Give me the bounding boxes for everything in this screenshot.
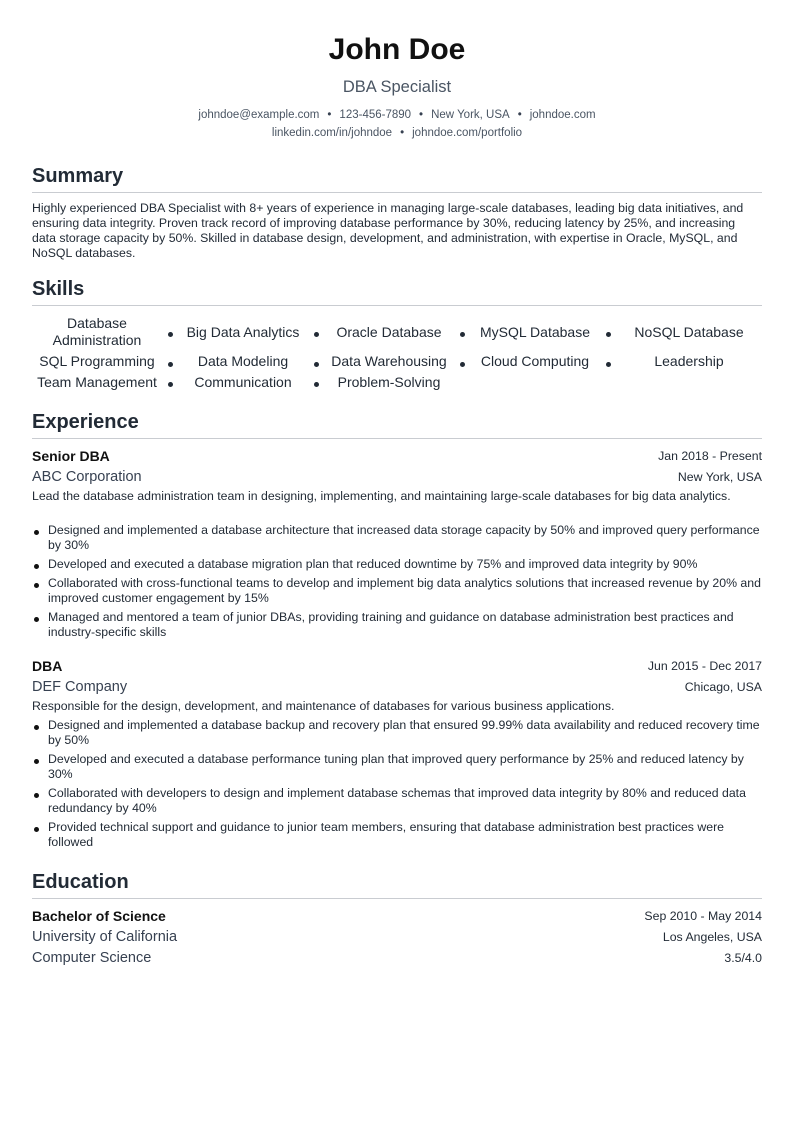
education-divider xyxy=(32,898,762,899)
summary-text: Highly experienced DBA Specialist with 8+ years of experience in managing large-scale databases, leading big data initiatives, and ensuring data integrity. Proven track record of improving database performance by 30%, reducing latency by 25%, and increasing data storage capacity by 50%. Skilled in database design, development, and administration, with expertise in Oracle, MySQL, and NoSQL databases. xyxy=(32,201,744,260)
bullet-text: Provided technical support and guidance to junior team members, ensuring that database administration best practices were followed xyxy=(48,820,725,849)
bullet-dot-icon xyxy=(34,564,39,569)
bullet-dot-icon xyxy=(34,530,39,535)
list-item xyxy=(32,820,762,850)
edu-gpa: 3.5/4.0 xyxy=(724,951,762,965)
job-company: ABC Corporation xyxy=(32,469,142,485)
bullet-text: Developed and executed a database performance tuning plan that improved query performance by 25% and reduced latency by 30% xyxy=(48,752,744,781)
list-item xyxy=(32,523,762,553)
skill-item: Team Management xyxy=(37,374,157,390)
job-location: New York, USA xyxy=(677,470,762,484)
bullet-text: Designed and implemented a database architecture that increased data storage capacity by 50% and improved query performance by 30% xyxy=(48,523,760,552)
bullet-text: Managed and mentored a team of junior DBAs, providing training and guidance on database administration best practices and industry-specific skills xyxy=(48,610,734,639)
bullet-dot-icon xyxy=(168,362,173,367)
bullet-dot-icon xyxy=(460,362,465,367)
job-bullet-list xyxy=(32,718,762,854)
contact-line-2 xyxy=(32,125,762,141)
education-heading: Education xyxy=(32,871,129,893)
skill-item: Oracle Database xyxy=(336,324,442,340)
skill-item: NoSQL Database xyxy=(634,324,744,340)
contact-website[interactable]: johndoe.com xyxy=(529,109,596,121)
skill-item: MySQL Database xyxy=(480,324,590,340)
bullet-dot-icon xyxy=(34,827,39,832)
contact-portfolio[interactable]: johndoe.com/portfolio xyxy=(412,127,523,139)
bullet-dot-icon xyxy=(460,332,465,337)
skill-item: Problem-Solving xyxy=(337,374,441,390)
bullet-dot-icon xyxy=(34,725,39,730)
list-item xyxy=(32,752,762,782)
job-company: DEF Company xyxy=(32,679,128,695)
job-description: Responsible for the design, development, and maintenance of databases for various business applications. xyxy=(32,699,615,713)
bullet-dot-icon xyxy=(314,382,319,387)
list-item xyxy=(32,718,762,748)
bullet-text: Developed and executed a database migration plan that reduced downtime by 75% and improved data integrity by 90% xyxy=(48,557,698,571)
bullet-dot-icon xyxy=(314,332,319,337)
skills-divider xyxy=(32,305,762,306)
separator-dot-icon: • xyxy=(400,127,405,139)
bullet-text: Designed and implemented a database backup and recovery plan that ensured 99.99% data availability and reduced recovery time by 50% xyxy=(48,718,760,747)
bullet-dot-icon xyxy=(34,617,39,622)
bullet-text: Collaborated with developers to design and implement database schemas that improved data integrity by 80% and reduced data redundancy by 40% xyxy=(48,786,746,815)
contact-location: New York, USA xyxy=(431,109,510,121)
bullet-dot-icon xyxy=(606,362,611,367)
summary-heading: Summary xyxy=(32,165,124,187)
list-item xyxy=(32,576,762,606)
edu-field: Computer Science xyxy=(32,950,152,966)
bullet-dot-icon xyxy=(34,583,39,588)
skill-item: Big Data Analytics xyxy=(186,324,300,340)
job-dates: Jan 2018 - Present xyxy=(658,449,762,463)
skill-item: Data Modeling xyxy=(197,353,289,369)
list-item xyxy=(32,557,762,572)
bullet-dot-icon xyxy=(168,382,173,387)
job-title: DBA xyxy=(32,658,63,674)
summary-divider xyxy=(32,192,762,193)
separator-dot-icon: • xyxy=(419,109,424,121)
bullet-dot-icon xyxy=(34,793,39,798)
experience-heading: Experience xyxy=(32,411,139,433)
bullet-dot-icon xyxy=(314,362,319,367)
job-bullet-list xyxy=(32,523,762,644)
list-item xyxy=(32,786,762,816)
bullet-dot-icon xyxy=(34,759,39,764)
contact-linkedin[interactable]: linkedin.com/in/johndoe xyxy=(271,127,393,139)
edu-degree: Bachelor of Science xyxy=(32,908,166,924)
experience-divider xyxy=(32,438,762,439)
edu-location: Los Angeles, USA xyxy=(662,930,762,944)
skill-item: Leadership xyxy=(654,353,724,369)
skill-item: Cloud Computing xyxy=(480,353,590,369)
job-location: Chicago, USA xyxy=(684,680,762,694)
skills-heading: Skills xyxy=(32,278,85,300)
skill-item: Communication xyxy=(194,374,292,390)
list-item xyxy=(32,610,762,640)
bullet-text: Collaborated with cross-functional teams to develop and implement big data analytics solutions that increased revenue by 20% and improved customer engagement by 15% xyxy=(48,576,761,605)
job-title: Senior DBA xyxy=(32,448,110,464)
contact-line-1 xyxy=(32,107,762,123)
skill-item: SQL Programming xyxy=(39,353,155,369)
separator-dot-icon: • xyxy=(327,109,332,121)
candidate-role: DBA Specialist xyxy=(342,78,452,96)
job-description: Lead the database administration team in designing, implementing, and maintaining large-scale databases for big data analytics. xyxy=(32,489,731,503)
candidate-name: John Doe xyxy=(328,33,466,66)
contact-email[interactable]: johndoe@example.com xyxy=(198,109,320,121)
separator-dot-icon: • xyxy=(517,109,522,121)
skill-item: Database Administration xyxy=(52,315,142,348)
contact-phone[interactable]: 123-456-7890 xyxy=(339,109,412,121)
job-dates: Jun 2015 - Dec 2017 xyxy=(647,659,762,673)
bullet-dot-icon xyxy=(168,332,173,337)
edu-dates: Sep 2010 - May 2014 xyxy=(644,909,762,923)
edu-school: University of California xyxy=(32,929,178,945)
bullet-dot-icon xyxy=(606,332,611,337)
skill-item: Data Warehousing xyxy=(331,353,447,369)
